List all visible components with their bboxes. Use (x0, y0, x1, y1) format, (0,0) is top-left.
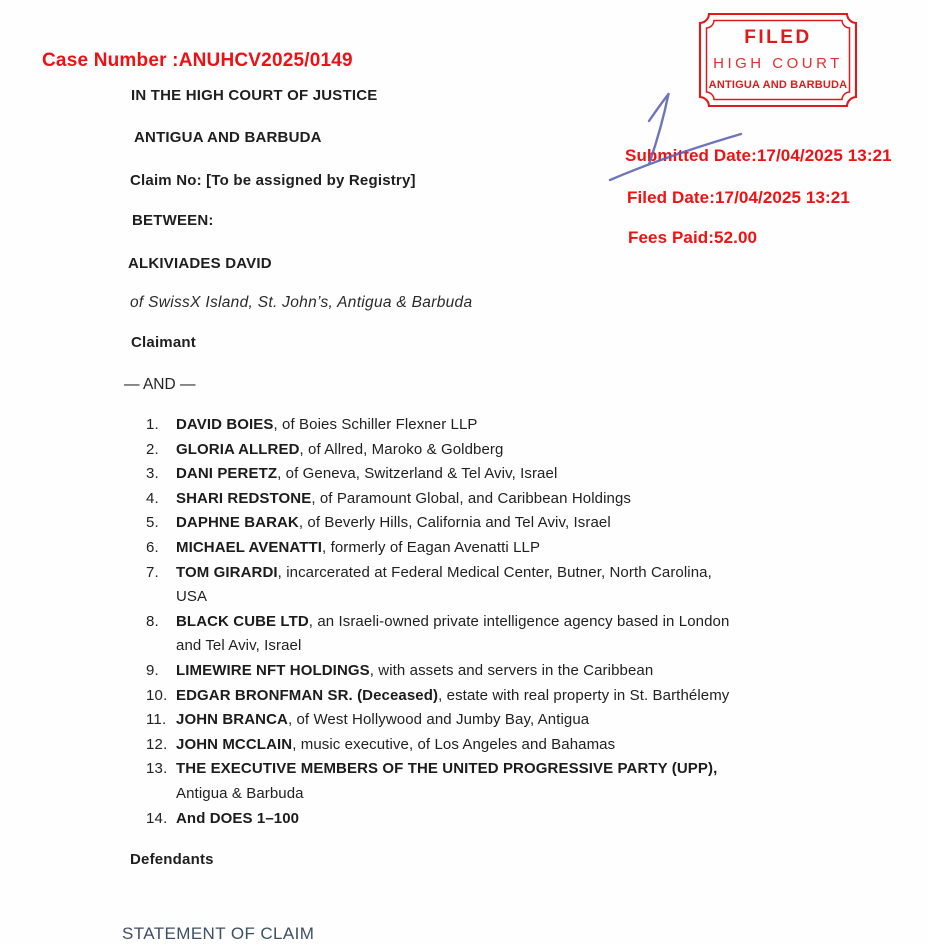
statement-of-claim-title: STATEMENT OF CLAIM (122, 924, 315, 943)
defendant-number: 12. (146, 735, 168, 753)
defendant-list-item (146, 536, 811, 561)
defendant-list-item (146, 413, 811, 438)
defendant-text: TOM GIRARDI, incarcerated at Federal Medical Center, Butner, North Carolina, USA (176, 563, 712, 606)
claimant-name: ALKIVIADES DAVID (128, 255, 272, 272)
defendant-list-item (146, 757, 811, 806)
defendant-number: 9. (146, 661, 159, 679)
defendant-list-item (146, 511, 811, 536)
defendant-list-item (146, 462, 811, 487)
defendant-text: LIMEWIRE NFT HOLDINGS, with assets and servers in the Caribbean (176, 661, 654, 679)
stamp-high-court-label: HIGH COURT (713, 55, 843, 72)
defendant-text: JOHN MCCLAIN, music executive, of Los Angeles and Bahamas (176, 735, 616, 753)
defendant-list-item (146, 733, 811, 758)
claimant-address: of SwissX Island, St. John’s, Antigua & Barbuda (130, 294, 473, 311)
stamp-filed-label: FILED (744, 27, 812, 48)
defendant-list-item (146, 487, 811, 512)
filed-date: Filed Date:17/04/2025 13:21 (627, 188, 850, 207)
defendant-number: 13. (146, 760, 168, 778)
defendant-text: And DOES 1–100 (176, 809, 300, 827)
defendant-number: 8. (146, 612, 159, 630)
defendant-number: 6. (146, 538, 159, 556)
defendant-list-item (146, 561, 811, 610)
defendant-number: 14. (146, 809, 168, 827)
filed-stamp (698, 12, 858, 108)
defendant-list-item (146, 659, 811, 684)
claimant-role-label: Claimant (131, 334, 196, 351)
defendant-list-item (146, 684, 811, 709)
court-title: IN THE HIGH COURT OF JUSTICE (131, 87, 378, 104)
defendant-text: JOHN BRANCA, of West Hollywood and Jumby Bay, Antigua (176, 711, 590, 729)
defendant-number: 1. (146, 416, 159, 433)
defendant-number: 4. (146, 489, 159, 507)
claim-number-line: Claim No: [To be assigned by Registry] (130, 172, 416, 189)
defendant-list-item (146, 610, 811, 659)
defendant-list-item (146, 708, 811, 733)
defendant-list-item (146, 438, 811, 463)
stamp-country-label: ANTIGUA AND BARBUDA (708, 79, 848, 91)
defendant-number: 5. (146, 514, 159, 532)
defendant-text: BLACK CUBE LTD, an Israeli-owned private intelligence agency based in London and Tel Aviv, Israel (176, 612, 730, 655)
defendant-number: 11. (146, 711, 167, 729)
defendant-number: 3. (146, 465, 159, 483)
defendant-text: GLORIA ALLRED, of Allred, Maroko & Goldberg (176, 440, 504, 458)
and-separator: — AND — (124, 376, 196, 393)
defendant-number: 10. (146, 686, 168, 704)
defendants-list (146, 413, 811, 831)
defendant-number: 2. (146, 440, 159, 458)
between-label: BETWEEN: (132, 212, 214, 229)
defendant-text: DANI PERETZ, of Geneva, Switzerland & Tel Aviv, Israel (176, 465, 558, 483)
case-number: Case Number :ANUHCV2025/0149 (42, 50, 353, 71)
submitted-date: Submitted Date:17/04/2025 13:21 (625, 146, 892, 165)
defendant-text: DAPHNE BARAK, of Beverly Hills, California and Tel Aviv, Israel (176, 514, 611, 532)
defendant-number: 7. (146, 563, 159, 581)
defendant-text: SHARI REDSTONE, of Paramount Global, and Caribbean Holdings (176, 489, 632, 507)
court-country: ANTIGUA AND BARBUDA (134, 129, 322, 146)
defendant-text: EDGAR BRONFMAN SR. (Deceased), estate with real property in St. Barthélemy (176, 686, 730, 704)
defendant-text: MICHAEL AVENATTI, formerly of Eagan Avenatti LLP (176, 538, 541, 556)
defendant-list-item (146, 807, 811, 832)
defendants-role-label: Defendants (130, 851, 214, 868)
defendant-text: THE EXECUTIVE MEMBERS OF THE UNITED PROGRESSIVE PARTY (UPP), Antigua & Barbuda (176, 760, 718, 802)
defendant-text: DAVID BOIES, of Boies Schiller Flexner LLP (176, 416, 478, 433)
fees-paid: Fees Paid:52.00 (628, 228, 758, 247)
